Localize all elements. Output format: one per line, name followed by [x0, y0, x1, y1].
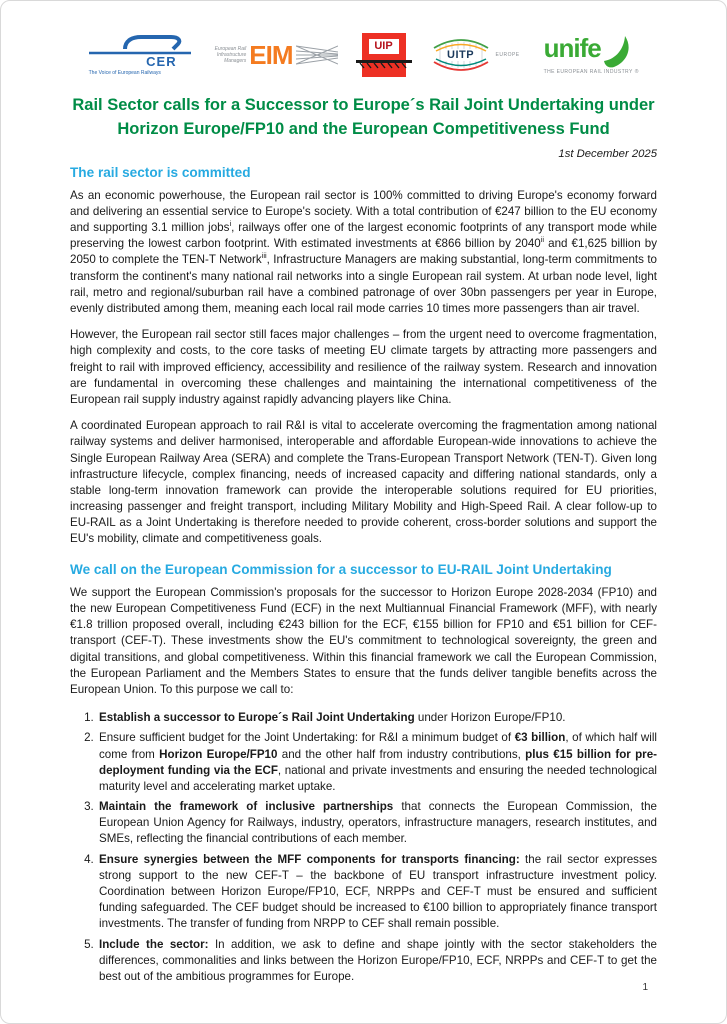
registered-mark: ®	[634, 69, 639, 75]
list-item: 1. Establish a successor to Europe´s Rail Joint Undertaking under Horizon Europe/FP10.	[97, 710, 657, 726]
unife-wordmark: unife	[543, 33, 601, 63]
eim-side-text	[215, 46, 247, 64]
footnote-ref: ii	[540, 235, 545, 245]
cer-tagline: The Voice of European Railways	[88, 70, 161, 76]
list-item: 3. Maintain the framework of inclusive partnerships that connects the European Commission, the European Union Agency for Railways, industry, operators, infrastructure managers, research institutes, and SMEs, reflecting the financial contributions of each member.	[97, 799, 657, 847]
footnote-ref: iii	[261, 251, 267, 261]
uip-square	[362, 33, 406, 77]
paragraph: A coordinated European approach to rail R&I is vital to accelerate overcoming the fragmentation among national railway systems and deliver harmonised, interoperable and affordable European-wide innovations to achieve the Single European Railway Area (SERA) and complete the Trans-European Transport Network (TEN-T). Given long infrastructure lifecycle, complex financing, needs of increased capacity and differing national standards, only a stable long-term innovation framework can provide the interoperable solutions required for EU priorities, increasing passenger and freight transport, including Military Mobility and High-Speed Rail. A clear follow-up to EU-RAIL as a Joint Undertaking is therefore needed to provide coherent, cross-border solutions and support the EU's mobility, climate and competitiveness goals.	[70, 419, 657, 545]
eim-tracks-icon	[296, 41, 338, 69]
uip-logo	[362, 33, 406, 77]
paragraph: However, the European rail sector still faces major challenges – from the urgent need to overcome fragmentation, high complexity and costs, to the core tasks of meeting EU climate targets by attracting more passengers and freight to rail with improved efficiency, accessibility and resilience of the railway system. Research and innovation are fundamental in overcoming these challenges and maintaining the international competitiveness of the European rail supply industry against rapidly advancing players like China.	[70, 328, 657, 406]
eim-logo	[215, 41, 338, 69]
page-number: 1	[642, 982, 648, 993]
document-date: 1st December 2025	[558, 148, 657, 160]
eim-side-line: Managers	[224, 58, 247, 64]
logo-strip	[1, 1, 726, 81]
unife-logo	[544, 35, 639, 75]
uitp-wordmark: UITP	[447, 49, 475, 61]
uitp-region-label: EUROPE	[495, 52, 520, 58]
footnote-ref: i	[229, 219, 232, 229]
paragraph: We support the European Commission's proposals for the successor to Horizon Europe 2028-2034 (FP10) and the new European Competitiveness Fund (ECF) in the next Multiannual Financial Framework (MFF), with nearly €1.8 trillion proposed overall, including €243 billion for the ECF, €155 billion for FP10 and €51 billion for CEF-transport (CEF-T). These investments show the EU's commitment to technological sovereignty, the green and digital transitions, and global competitiveness. Within this financial framework we call the European Commission, the European Parliament and the Members States to ensure that the funds deliver tangible benefits across the European Union. To this purpose we call to:	[70, 586, 657, 696]
numbered-list	[70, 710, 657, 986]
document-body	[70, 165, 657, 985]
cer-logo	[89, 34, 191, 76]
unife-swoosh-icon	[603, 35, 631, 69]
cer-wordmark: CER	[146, 54, 177, 69]
cer-train-icon	[89, 34, 191, 56]
unife-tagline: THE EUROPEAN RAIL INDUSTRY	[543, 69, 633, 75]
eim-wordmark: EIM	[249, 40, 293, 70]
document-title: Rail Sector calls for a Successor to Europe´s Rail Joint Undertaking under Horizon Europe/FP10 and the European Competitiveness Fund	[72, 96, 655, 138]
uitp-logo	[430, 32, 520, 78]
section-heading: We call on the European Commission for a successor to EU-RAIL Joint Undertaking	[70, 562, 612, 578]
list-item: 2. Ensure sufficient budget for the Joint Undertaking: for R&I a minimum budget of €3 billion, of which half will come from Horizon Europe/FP10 and the other half from industry contributions, plus €15 billion for pre-deployment funding via the ECF, national and private investments and ensuring the needed technological maturity level and accelerating market uptake.	[97, 730, 657, 794]
section-heading: The rail sector is committed	[70, 165, 251, 180]
uip-track-icon	[356, 59, 412, 69]
uip-wordmark: UIP	[369, 39, 399, 54]
list-item: 4. Ensure synergies between the MFF components for transports financing: the rail sector expresses strong support to the new CEF-T – the backbone of EU transport infrastructure investment policy. Coordination between Horizon Europe/FP10, ECF, NRPPs and CEF-T must be ensured and sufficient funding safeguarded. The CEF budget should be increased to €100 billion to appropriately finance transport investments. The transfer of funding from NRPP to CEF shall remain possible.	[97, 852, 657, 932]
paragraph: As an economic powerhouse, the European rail sector is 100% committed to driving Europe's economy forward and delivering an essential service to Europe's society. With a total contribution of €247 billion to the EU economy and supporting 3.1 million jobs$^i$, railways offer one of the largest economic footprints of any transport mode while preserving the lowest carbon footprint. With estimated investments at €866 billion by 2040$^{ii}$ and €1,625 billion by 2050 to complete the TEN-T Network$^{iii}$, Infrastructure Managers are making substantial, long-term commitments to transform the continent's many national rail networks into a single European rail system. At urban node level, light rail, metro and regional/suburban rail have a combined patronage of over 30bn passengers per year in Europe, evenly distributed among them, meaning each local rail mode carries 10 times more passengers than air travel.	[70, 189, 657, 315]
eim-side-line: European Rail	[214, 46, 247, 52]
list-item: 5. Include the sector: In addition, we ask to define and shape jointly with the sector stakeholders the differences, commonalities and links between the Horizon Europe/FP10, ECF, NRPPs and CEF-T to get the best out of the ambitious programmes for Europe.	[97, 937, 657, 985]
eim-side-line: Infrastructure	[216, 52, 247, 58]
